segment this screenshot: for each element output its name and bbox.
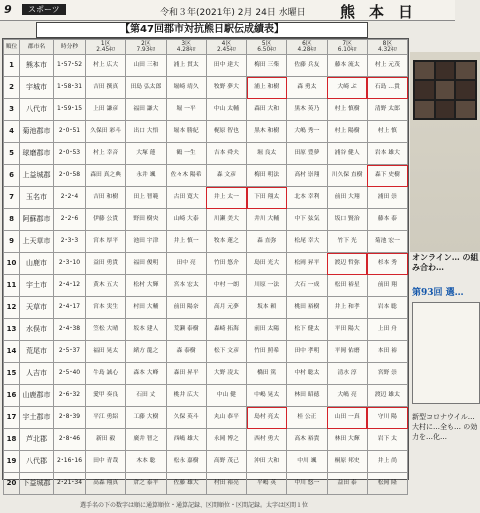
- column-header: [126, 40, 166, 55]
- runner-cell: 山田 一真: [327, 407, 367, 429]
- runner-cell: 川原 一法: [247, 275, 287, 297]
- runner-cell: 松村 大輝: [126, 275, 166, 297]
- rank-cell: 14: [4, 341, 20, 363]
- page-number: 9: [4, 3, 12, 16]
- runner-cell: 大塚 蓮: [126, 143, 166, 165]
- column-header: [247, 40, 287, 55]
- column-label: 7区: [342, 41, 352, 47]
- runner-cell: 桂 公正: [287, 407, 327, 429]
- runner-cell: 平嶋 英: [247, 473, 287, 495]
- runner-cell: 坂本 頼: [247, 297, 287, 319]
- runner-cell: 黄木 五大: [86, 275, 126, 297]
- column-header: [367, 40, 407, 55]
- runner-cell: 竹下 光: [327, 231, 367, 253]
- runner-cell: 大石 一成: [287, 275, 327, 297]
- runner-cell: 永井 颯: [126, 165, 166, 187]
- page-header: [0, 0, 455, 21]
- runner-cell: 森本 大峰: [126, 363, 166, 385]
- rank-cell: 10: [4, 253, 20, 275]
- runner-cell: 森田 昇平: [166, 363, 206, 385]
- rank-cell: 15: [4, 363, 20, 385]
- runner-cell: 北本 幸利: [287, 187, 327, 209]
- runner-cell: 清野 太郎: [367, 99, 407, 121]
- rank-cell: 11: [4, 275, 20, 297]
- runner-cell: 竹田 照希: [247, 341, 287, 363]
- runner-cell: 平岡 佑磨: [327, 341, 367, 363]
- runner-cell: 松岡 昇平: [287, 253, 327, 275]
- total-time-cell: 1･58･31: [54, 77, 86, 99]
- runner-cell: 村田 大輔: [126, 297, 166, 319]
- runner-cell: 渡辺 雄太: [367, 385, 407, 407]
- runner-cell: 森 勇太: [287, 77, 327, 99]
- runner-cell: 山崎 大泰: [166, 209, 206, 231]
- table-title: 【第47回郡市対抗熊日駅伝成績表】: [36, 22, 368, 38]
- runner-cell: 島村 亮太: [247, 407, 287, 429]
- column-distance: 2.45ｷﾛ: [217, 47, 236, 53]
- runner-cell: 大野 凌太: [206, 363, 246, 385]
- total-time-cell: 2･0･58: [54, 165, 86, 187]
- runner-cell: 伊藤 公貴: [86, 209, 126, 231]
- table-row: [4, 121, 408, 143]
- runner-cell: 村上 慎: [367, 121, 407, 143]
- total-time-cell: 2･4･17: [54, 297, 86, 319]
- table-row: [4, 209, 408, 231]
- total-time-cell: 2･8･39: [54, 407, 86, 429]
- runner-cell: 倉之 泰平: [126, 473, 166, 495]
- column-label: 順位: [5, 44, 18, 50]
- runner-cell: 上田 舟: [367, 319, 407, 341]
- column-distance: 4.28ｷﾛ: [176, 47, 196, 53]
- team-cell: 人吉市: [20, 363, 54, 385]
- runner-cell: 牛島 誠心: [86, 363, 126, 385]
- total-time-cell: 2･4･38: [54, 319, 86, 341]
- runner-cell: 中村 一朗: [206, 275, 246, 297]
- runner-cell: 梅田 三柴: [247, 55, 287, 77]
- runner-cell: 井上 慎一: [166, 231, 206, 253]
- side-headline: 第93回 選…: [412, 288, 464, 298]
- runner-cell: 桃井 広大: [166, 385, 206, 407]
- runner-cell: 荒瀬 泰樹: [166, 319, 206, 341]
- rank-cell: 4: [4, 121, 20, 143]
- column-header: [86, 40, 126, 55]
- runner-cell: 森下 史樹: [367, 165, 407, 187]
- runner-cell: 上田 謙彦: [86, 99, 126, 121]
- column-header: [287, 40, 327, 55]
- runner-cell: 高月 元夢: [206, 297, 246, 319]
- rank-cell: 20: [4, 473, 20, 495]
- runner-cell: 大崎 ぶ: [327, 77, 367, 99]
- runner-cell: 田中 孝明: [287, 341, 327, 363]
- runner-cell: 平田 陽大: [327, 319, 367, 341]
- table-row: [4, 275, 408, 297]
- column-label: 郡市名: [27, 44, 46, 50]
- team-cell: 天草市: [20, 297, 54, 319]
- runner-cell: 前田 大翔: [327, 187, 367, 209]
- rank-cell: 1: [4, 55, 20, 77]
- video-conference-thumbnail: [413, 60, 477, 120]
- runner-cell: 下田 翔太: [247, 187, 287, 209]
- table-row: [4, 143, 408, 165]
- runner-cell: 永岡 博之: [206, 429, 246, 451]
- runner-cell: 中山 健: [206, 385, 246, 407]
- runner-cell: 久保田 彩斗: [86, 121, 126, 143]
- runner-cell: 村上 元茂: [367, 55, 407, 77]
- runner-cell: 中村 聡太: [287, 363, 327, 385]
- total-time-cell: 2･16･16: [54, 451, 86, 473]
- runner-cell: 佐藤 雄大: [166, 473, 206, 495]
- runner-cell: 堀 良太: [247, 143, 287, 165]
- column-distance: 6.10ｷﾛ: [337, 47, 357, 53]
- runner-cell: 愛甲 奏良: [86, 385, 126, 407]
- runner-cell: 梶原 智也: [206, 121, 246, 143]
- column-header: [20, 40, 54, 55]
- side-caption: オンライン… の組み合わ…: [412, 252, 479, 272]
- column-header: [327, 40, 367, 55]
- rank-cell: 5: [4, 143, 20, 165]
- runner-cell: 黒木 和樹: [247, 121, 287, 143]
- column-label: 4区: [221, 41, 232, 47]
- runner-cell: 福田 晃太: [86, 341, 126, 363]
- runner-cell: 木本 聡: [126, 451, 166, 473]
- runner-cell: 林田 昭徳: [287, 385, 327, 407]
- runner-cell: 大嶋 亮: [327, 385, 367, 407]
- total-time-cell: 2･0･51: [54, 121, 86, 143]
- results-body: [4, 55, 408, 495]
- runner-cell: 村上 広大: [86, 55, 126, 77]
- runner-cell: 林田 大輝: [327, 429, 367, 451]
- runner-cell: 田原 豊夢: [287, 143, 327, 165]
- runner-cell: 松下 健太: [287, 319, 327, 341]
- runner-cell: 山田 三和: [126, 55, 166, 77]
- runner-cell: 松下 文彦: [206, 341, 246, 363]
- runner-cell: 福田 謙大: [126, 99, 166, 121]
- runner-cell: 清水 淳: [327, 363, 367, 385]
- runner-cell: 福田 俊明: [126, 253, 166, 275]
- runner-cell: 松尾 幸大: [287, 231, 327, 253]
- column-label: 2区: [141, 41, 151, 47]
- runner-cell: 杉本 秀: [367, 253, 407, 275]
- total-time-cell: 2･5･37: [54, 341, 86, 363]
- rank-cell: 16: [4, 385, 20, 407]
- table-row: [4, 231, 408, 253]
- runner-cell: 中川 颯: [287, 451, 327, 473]
- team-cell: 下益城郡: [20, 473, 54, 495]
- column-distance: 7.93ｷﾛ: [136, 47, 156, 53]
- team-cell: 宇土市: [20, 275, 54, 297]
- runner-cell: 浦上 貫太: [166, 55, 206, 77]
- team-cell: 熊本市: [20, 55, 54, 77]
- rank-cell: 19: [4, 451, 20, 473]
- runner-cell: 益田 勇貴: [86, 253, 126, 275]
- runner-cell: 堀本 勝紀: [166, 121, 206, 143]
- runner-cell: 中下 弦気: [287, 209, 327, 231]
- table-row: [4, 55, 408, 77]
- team-cell: 球磨郡市: [20, 143, 54, 165]
- total-time-cell: 2･6･32: [54, 385, 86, 407]
- total-time-cell: 2･5･40: [54, 363, 86, 385]
- runner-cell: 桐原 邦史: [327, 451, 367, 473]
- runner-cell: 森田 真之典: [86, 165, 126, 187]
- runner-cell: 宮本 厚平: [86, 231, 126, 253]
- runner-cell: 池田 宇津: [126, 231, 166, 253]
- runner-cell: 前田 陽奈: [166, 297, 206, 319]
- runner-cell: 中嶋 晃太: [247, 385, 287, 407]
- results-table-frame: [2, 38, 409, 488]
- runner-cell: 浦谷 健人: [327, 143, 367, 165]
- runner-cell: 高村 崇翔: [287, 165, 327, 187]
- table-row: [4, 253, 408, 275]
- runner-cell: 宮野 崇: [367, 363, 407, 385]
- column-distance: 4.32ｷﾛ: [378, 47, 397, 53]
- team-cell: 荒尾市: [20, 341, 54, 363]
- runner-cell: 益田 泰: [327, 473, 367, 495]
- runner-cell: 久保 英斗: [166, 407, 206, 429]
- runner-cell: 森崎 拓海: [206, 319, 246, 341]
- rank-cell: 8: [4, 209, 20, 231]
- runner-cell: 岩本 雄大: [367, 143, 407, 165]
- runner-cell: 丸山 恭平: [206, 407, 246, 429]
- column-distance: 4.28ｷﾛ: [297, 47, 317, 53]
- runner-cell: 工藤 大樹: [126, 407, 166, 429]
- team-cell: 八代市: [20, 99, 54, 121]
- section-tag: スポーツ: [22, 4, 66, 15]
- team-cell: 菊池郡市: [20, 121, 54, 143]
- runner-cell: 宮本 実生: [86, 297, 126, 319]
- runner-cell: 橋田 篤: [247, 363, 287, 385]
- total-time-cell: 2･8･46: [54, 429, 86, 451]
- total-time-cell: 2･3･3: [54, 231, 86, 253]
- rank-cell: 9: [4, 231, 20, 253]
- runner-cell: 川久保 直樹: [327, 165, 367, 187]
- runner-cell: 吉田 和樹: [86, 187, 126, 209]
- table-row: [4, 99, 408, 121]
- runner-cell: 竹田 悠介: [206, 253, 246, 275]
- runner-cell: 川瀬 美大: [206, 209, 246, 231]
- runner-cell: 高野 茂己: [206, 451, 246, 473]
- runner-cell: 西嶋 雄大: [166, 429, 206, 451]
- column-label: 8区: [382, 41, 393, 47]
- table-row: [4, 297, 408, 319]
- rank-cell: 12: [4, 297, 20, 319]
- runner-cell: 堀 一平: [166, 99, 206, 121]
- table-row: [4, 385, 408, 407]
- team-cell: 水俣市: [20, 319, 54, 341]
- total-time-cell: 2･0･53: [54, 143, 86, 165]
- runner-cell: 井上 太一: [206, 187, 246, 209]
- column-label: 1区: [100, 41, 111, 47]
- team-cell: 玉名市: [20, 187, 54, 209]
- issue-date: 令和３年(2021年) 2月 24日 水曜日: [160, 8, 306, 18]
- runner-cell: 松田 裕星: [327, 275, 367, 297]
- table-row: [4, 451, 408, 473]
- runner-cell: 井上 尚: [367, 451, 407, 473]
- runner-cell: 高木 裕貴: [287, 429, 327, 451]
- runner-cell: 野田 樹央: [126, 209, 166, 231]
- team-cell: 山鹿市: [20, 253, 54, 275]
- runner-cell: 浦上 和樹: [247, 77, 287, 99]
- column-label: 時分秒: [60, 44, 79, 50]
- runner-cell: 村上 陽樹: [327, 121, 367, 143]
- total-time-cell: 1･57･52: [54, 55, 86, 77]
- runner-cell: 守川 陽: [367, 407, 407, 429]
- rank-cell: 6: [4, 165, 20, 187]
- column-header: [166, 40, 206, 55]
- team-cell: 山鹿郡市: [20, 385, 54, 407]
- footnote: 選手名の下の数字は順に通算順位・通算記録、区間順位・区間記録。太字は区間１位: [80, 502, 309, 509]
- rank-cell: 2: [4, 77, 20, 99]
- runner-cell: 牧本 蓮之: [206, 231, 246, 253]
- runner-cell: 吉田 撰真: [86, 77, 126, 99]
- runner-cell: 森 直弥: [247, 231, 287, 253]
- runner-cell: 村上 慎樹: [327, 99, 367, 121]
- runner-cell: 岩本 聡: [367, 297, 407, 319]
- runner-cell: 高森 翔真: [86, 473, 126, 495]
- runner-cell: 藤本 泰: [367, 209, 407, 231]
- runner-cell: 中山 太輔: [206, 99, 246, 121]
- runner-cell: 田島 弘太郎: [126, 77, 166, 99]
- results-table: [3, 39, 408, 495]
- runner-cell: 吉本 舜夫: [206, 143, 246, 165]
- runner-cell: 森 泰樹: [166, 341, 206, 363]
- runner-cell: 井上 和孝: [327, 297, 367, 319]
- runner-cell: 本田 裕: [367, 341, 407, 363]
- column-header: [4, 40, 20, 55]
- column-label: 3区: [181, 41, 191, 47]
- runner-cell: 村田 裕亮: [206, 473, 246, 495]
- team-cell: 芦北郡: [20, 429, 54, 451]
- runner-cell: 佐々木 陽希: [166, 165, 206, 187]
- runner-cell: 森田 大和: [247, 99, 287, 121]
- table-row: [4, 473, 408, 495]
- runner-cell: 梅田 明法: [247, 165, 287, 187]
- runner-cell: 前田 太陽: [247, 319, 287, 341]
- rank-cell: 7: [4, 187, 20, 209]
- rank-cell: 17: [4, 407, 20, 429]
- total-time-cell: 2･2･4: [54, 187, 86, 209]
- masthead: 熊本日: [340, 3, 428, 21]
- table-row: [4, 363, 408, 385]
- runner-cell: 島田 光大: [247, 253, 287, 275]
- runner-cell: 緒方 龍之: [126, 341, 166, 363]
- runner-cell: 前田 翔: [367, 275, 407, 297]
- team-cell: 阿蘇郡市: [20, 209, 54, 231]
- table-row: [4, 407, 408, 429]
- runner-cell: 渡辺 哲弥: [327, 253, 367, 275]
- column-header: [206, 40, 246, 55]
- runner-cell: 藤本 流太: [327, 55, 367, 77]
- table-row: [4, 77, 408, 99]
- team-cell: 八代郡: [20, 451, 54, 473]
- rank-cell: 18: [4, 429, 20, 451]
- runner-cell: 古田 寛大: [166, 187, 206, 209]
- table-row: [4, 187, 408, 209]
- column-distance: 2.45ｷﾛ: [96, 47, 115, 53]
- runner-cell: 石田 丈: [126, 385, 166, 407]
- column-label: 6区: [302, 41, 312, 47]
- runner-cell: 中川 悠一: [287, 473, 327, 495]
- table-row: [4, 429, 408, 451]
- runner-cell: 堀崎 靖久: [166, 77, 206, 99]
- runner-cell: 西村 勇大: [247, 429, 287, 451]
- runner-cell: 田中 亮: [166, 253, 206, 275]
- team-cell: 上益城郡: [20, 165, 54, 187]
- runner-cell: 田上 智範: [126, 187, 166, 209]
- runner-cell: 田中 達大: [206, 55, 246, 77]
- runner-cell: 黒木 英乃: [287, 99, 327, 121]
- runner-cell: 井川 大輔: [247, 209, 287, 231]
- runner-cell: 宮本 宏太: [166, 275, 206, 297]
- total-time-cell: 2･4･12: [54, 275, 86, 297]
- runner-cell: 浦田 崇: [367, 187, 407, 209]
- table-row: [4, 319, 408, 341]
- runner-cell: 出口 大悟: [126, 121, 166, 143]
- runner-cell: 田中 青哉: [86, 451, 126, 473]
- total-time-cell: 1･59･15: [54, 99, 86, 121]
- runner-cell: 沖田 大和: [247, 451, 287, 473]
- runner-cell: 松永 嘉樹: [166, 451, 206, 473]
- column-header: [54, 40, 86, 55]
- runner-cell: 牧野 夢大: [206, 77, 246, 99]
- table-row: [4, 165, 408, 187]
- total-time-cell: 2･3･10: [54, 253, 86, 275]
- runner-cell: 桃田 裕樹: [287, 297, 327, 319]
- rank-cell: 13: [4, 319, 20, 341]
- runner-cell: 新田 毅: [86, 429, 126, 451]
- runner-cell: 平江 勇紹: [86, 407, 126, 429]
- team-cell: 宇城市: [20, 77, 54, 99]
- total-time-cell: 2･21･34: [54, 473, 86, 495]
- side-article: [412, 252, 480, 512]
- runner-cell: 坂口 賢治: [327, 209, 367, 231]
- runner-cell: 坂本 建人: [126, 319, 166, 341]
- runner-cell: 大嶋 秀一: [287, 121, 327, 143]
- runner-cell: 石島 …貴: [367, 77, 407, 99]
- team-cell: 上天草市: [20, 231, 54, 253]
- table-row: [4, 341, 408, 363]
- runner-cell: 松岡 隆: [367, 473, 407, 495]
- column-label: 5区: [261, 41, 272, 47]
- column-distance: 6.50ｷﾛ: [257, 47, 276, 53]
- header-row: [4, 40, 408, 55]
- runner-cell: 廣井 智之: [126, 429, 166, 451]
- side-schedule-box: [412, 302, 480, 404]
- rank-cell: 3: [4, 99, 20, 121]
- runner-cell: 森 文彦: [206, 165, 246, 187]
- runner-cell: 佐藤 兵友: [287, 55, 327, 77]
- runner-cell: 笠松 大晴: [86, 319, 126, 341]
- side-text: 新型コロナウイル… 大村に…全も… の効力を…化…: [412, 413, 478, 441]
- runner-cell: 村上 幸音: [86, 143, 126, 165]
- team-cell: 宇土郡市: [20, 407, 54, 429]
- total-time-cell: 2･2･6: [54, 209, 86, 231]
- runner-cell: 岩下 太: [367, 429, 407, 451]
- runner-cell: 鶴 一生: [166, 143, 206, 165]
- runner-cell: 菊池 宏一: [367, 231, 407, 253]
